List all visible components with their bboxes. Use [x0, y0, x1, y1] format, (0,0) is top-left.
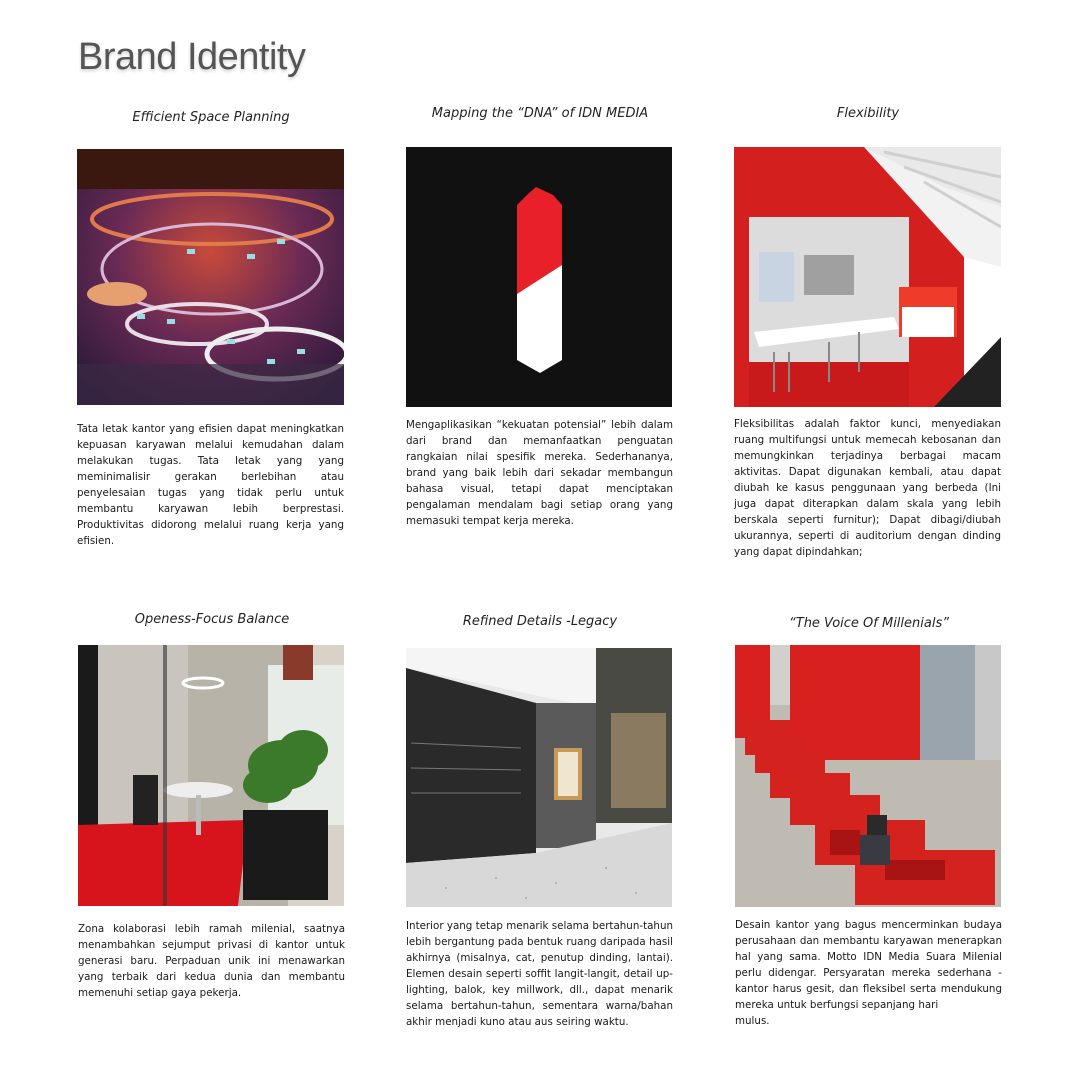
- card-text: Mengaplikasikan “kekuatan potensial” lebih dalam dari brand dan memanfaatkan penguatan rangkaian nilai spesifik mereka. Sederhananya, brand yang baik lebih dari sekadar membangun bahasa visual, tetapi dapat menciptakan pengalaman mendalam bagi setiap orang yang memasuki tempat kerja mereka.: [406, 419, 673, 527]
- card-efficient-space-planning: [77, 110, 345, 547]
- card-text-tail: mulus.: [735, 1015, 770, 1027]
- lobby-photo: [406, 648, 672, 907]
- red-seating-photo: [735, 645, 1001, 907]
- page-title: Brand Identity: [78, 36, 306, 78]
- card-title: Flexibility: [836, 106, 900, 121]
- card-title: Openess-Focus Balance: [134, 612, 290, 627]
- newsroom-photo: [77, 149, 344, 405]
- card-text: [735, 917, 1002, 1029]
- card-text: Interior yang tetap menarik selama bertahun-tahun lebih bergantung pada bentuk ruang daripada hasil akhirnya (misalnya, cat, penutup dinding, lantai). Elemen desain seperti soffit langit-langit, detail up-lighting, balok, key millwork, dll., dapat menarik selama bertahun-tahun, sementara warna/bahan akhir menjadi kuno atau aus seiring waktu.: [406, 920, 673, 1028]
- card-flexibility: [734, 106, 1002, 558]
- card-text-body: Desain kantor yang bagus mencerminkan budaya perusahaan dan membantu karyawan menerapkan hal yang sama. Motto IDN Media Suara Milenial perlu didengar. Persyaratan mereka sederhana - kantor harus gesit, dan fleksibel serta mendukung mereka untuk berfungsi sepanjang hari: [735, 919, 1002, 1011]
- card-openess-focus-balance: [78, 612, 346, 1012]
- card-text: Zona kolaborasi lebih ramah milenial, saatnya menambahkan sejumput privasi di kantor untuk generasi baru. Perpaduan unik ini menawarkan yang terbaik dari kedua dunia dan membantu memenuhi setiap gaya pekerja.: [78, 923, 345, 999]
- card-title: Mapping the “DNA” of IDN MEDIA: [431, 106, 649, 121]
- card-voice-of-millenials: [735, 616, 1003, 1036]
- card-mapping-dna: [406, 106, 674, 536]
- card-title: Refined Details -Legacy: [462, 614, 618, 629]
- card-refined-details-legacy: [406, 614, 674, 1034]
- card-text: Tata letak kantor yang efisien dapat meningkatkan kepuasan karyawan melalui kemudahan dalam melakukan tugas. Tata letak yang yang meminimalisir gerakan berlebihan atau penyelesaian tugas yang tidak perlu untuk membantu karyawan lebih berprestasi. Produktivitas didorong melalui ruang kerja yang efisien.: [77, 423, 344, 547]
- idn-logo-image: [406, 147, 672, 407]
- red-office-photo: [734, 147, 1001, 407]
- card-title: “The Voice Of Millenials”: [789, 616, 949, 631]
- card-text: Fleksibilitas adalah faktor kunci, menyediakan ruang multifungsi untuk memecah kebosanan dan memungkinkan terjadinya berbagai macam aktivitas. Dapat digunakan kembali, atau dapat diubah ke kasus penggunaan yang berbeda (Ini juga dapat diterapkan dalam skala yang lebih berskala seperti furnitur); Dapat dibagi/diubah ukurannya, seperti di auditorium dengan dinding yang dapat dipindahkan;: [734, 418, 1001, 558]
- card-title: Efficient Space Planning: [132, 110, 290, 125]
- glass-meeting-room-photo: [78, 645, 344, 906]
